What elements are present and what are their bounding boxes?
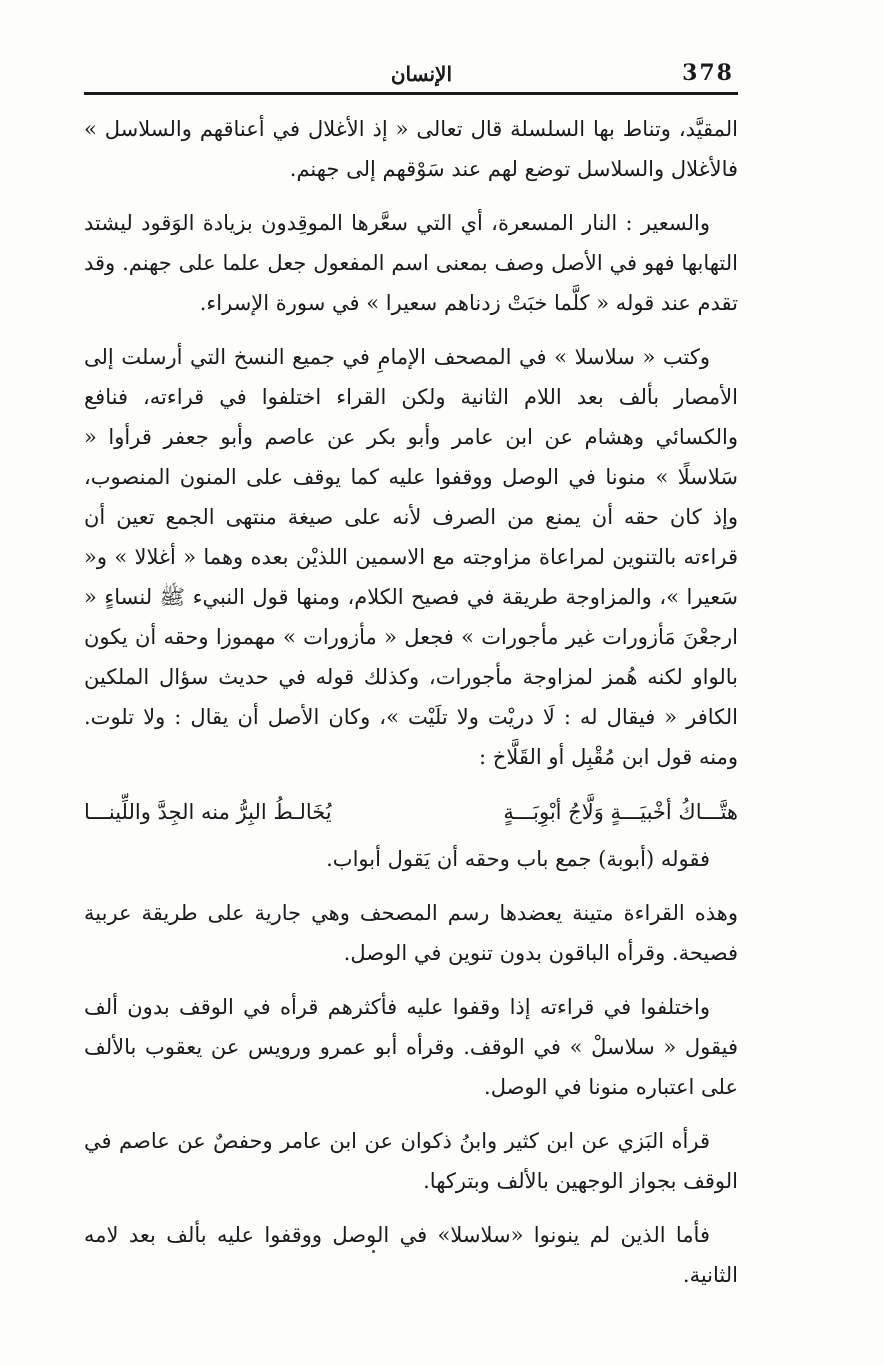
page-body xyxy=(84,95,738,1295)
paragraph: وهذه القراءة متينة يعضدها رسم المصحف وهي جارية على طريقة عربية فصيحة. وقرأه الباقون بدون تنوين في الوصل. xyxy=(84,901,738,965)
poetry-verse xyxy=(84,791,738,833)
paragraph: قرأه البَزي عن ابن كثير وابنُ ذكوان عن ابن عامر وحفصٌ عن عاصم في الوقف بجواز الوجهين بالألف وبتركها. xyxy=(84,1129,738,1193)
page-number: 378 xyxy=(682,60,734,86)
paragraph: وكتب « سلاسلا » في المصحف الإمامِ في جميع النسخ التي أرسلت إلى الأمصار بألف بعد اللام الثانية ولكن القراء اختلفوا في قراءته، فنافع والكسائي وهشام عن ابن عامر وأبو بكر عن عاصم وأبو جعفر قرأوا « سَلاسلًا » منونا في الوصل ووقفوا عليه كما يوقف على المنون المنصوب، وإذ كان حقه أن يمنع من الصرف لأنه على صيغة منتهى الجمع تعين أن قراءته بالتنوين لمراعاة مزاوجته مع الاسمين اللذيْن بعده وهما « أغلالا » و« سَعيرا »، والمزاوجة طريقة في فصيح الكلام، ومنها قول النبيء ﷺ لنساءٍ « ارجعْنَ مَأزورات غير مأجورات » فجعل « مأزورات » مهموزا وحقه أن يكون بالواو لكنه هُمز لمزاوجة مأجورات، وكذلك قوله في حديث سؤال الملكين الكافر « فيقال له : لَا دريْت ولا تلَيْت »، وكان الأصل أن يقال : ولا تلوت. ومنه قول ابن مُقْبِل أو القَلَّاخ : xyxy=(84,345,738,769)
running-title: الإنسان xyxy=(390,62,452,86)
paragraph: المقيَّد، وتناط بها السلسلة قال تعالى « إذ الأغلال في أعناقهم والسلاسل » فالأغلال والسلاسل توضع لهم عند سَوْقهم إلى جهنم. xyxy=(84,117,738,181)
paragraph: فقوله (أبوبة) جمع باب وحقه أن يَقول أبواب. xyxy=(326,847,710,871)
book-page xyxy=(84,58,738,1309)
paragraph: فأما الذين لم ينونوا «سلاسلا» في الوصل ووقفوا عليه بألف بعد لامه الثانية. xyxy=(84,1223,738,1287)
paragraph: واختلفوا في قراءته إذا وقفوا عليه فأكثرهم قرأه في الوقف بدون ألف فيقول « سلاسلْ » في الوقف. وقرأه أبو عمرو ورويس عن يعقوب بالألف على اعتباره منونا في الوصل. xyxy=(84,995,738,1099)
verse-first-hemistich: هتَّـــاكُ أخْبيَـــةٍ وَلَّاجُ أبْوِبَـــةٍ xyxy=(503,800,738,824)
paragraph: والسعير : النار المسعرة، أي التي سعَّرها الموقِدون بزيادة الوَقود ليشتد التهابها فهو في الأصل وصف بمعنى اسم المفعول جعل علما على جهنم. وقد تقدم عند قوله « كلَّما خبَتْ زدناهم سعيرا » في سورة الإسراء. xyxy=(84,211,738,315)
verse-second-hemistich: يُخَالـطُ البِرُّ منه الجِدَّ واللِّينـــا xyxy=(84,800,332,824)
page-header xyxy=(84,58,738,95)
print-speck xyxy=(372,1250,375,1253)
